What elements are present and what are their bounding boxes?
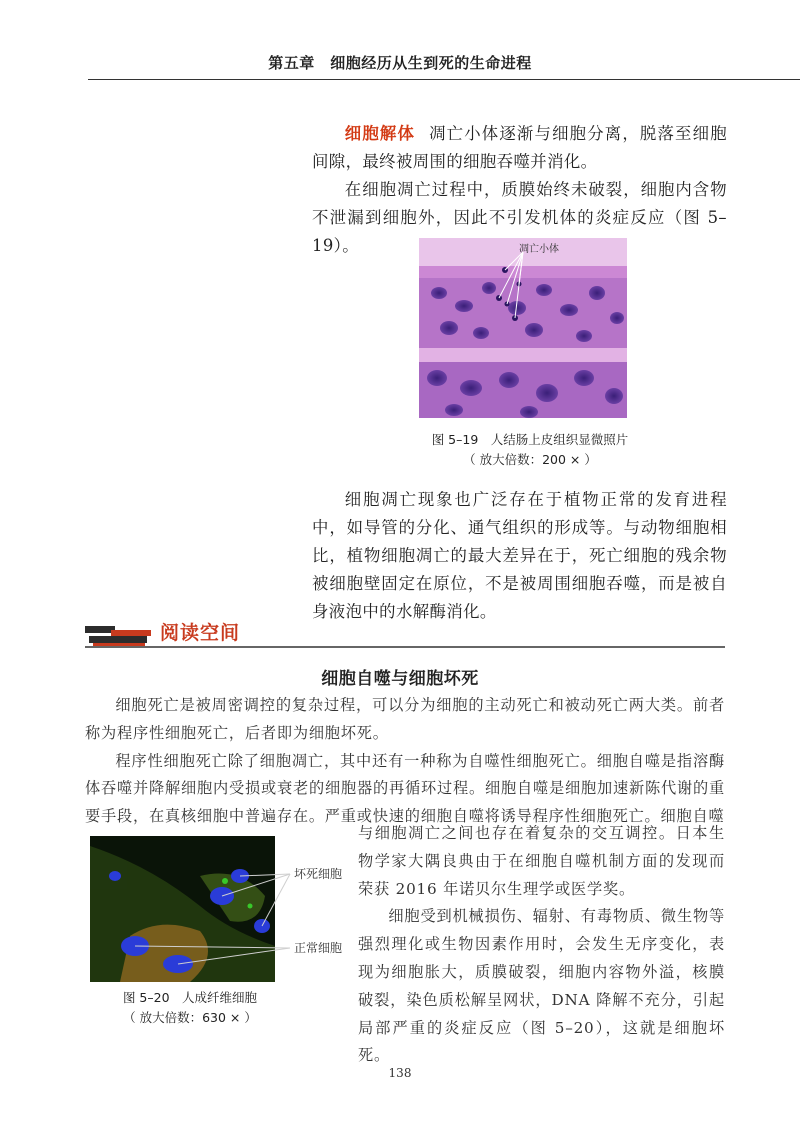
- figure-5-20-caption: [90, 988, 290, 1028]
- plant-apoptosis-text: [312, 486, 727, 626]
- intro-paragraph-2: 在细胞凋亡过程中，质膜始终未破裂，细胞内含物不泄漏到细胞外，因此不引发机体的炎症反应（图 5–19）。: [312, 180, 727, 255]
- reading-paragraph-2-continued: 与细胞凋亡之间也存在着复杂的交互调控。日本生物学家大隅良典由于在细胞自噬机制方面的发现而荣获 2016 年诺贝尔生理学或医学奖。: [358, 824, 725, 898]
- intro-paragraph-1-text: 凋亡小体逐渐与细胞分离，脱落至细胞间隙，最终被周围的细胞吞噬并消化。: [312, 124, 727, 171]
- reading-paragraph-2: 程序性细胞死亡除了细胞凋亡，其中还有一种称为自噬性细胞死亡。细胞自噬是指溶酶体吞噬并降解细胞内受损或衰老的细胞器的再循环过程。细胞自噬是细胞加速新陈代谢的重要手段，在真核细胞中普遍存在。严重或快速的细胞自噬将诱导程序性细胞死亡。细胞自噬: [85, 751, 725, 826]
- figure-5-19-caption: [380, 430, 680, 470]
- section-title: 阅读空间: [160, 622, 241, 644]
- plant-paragraph: 细胞凋亡现象也广泛存在于植物正常的发育进程中，如导管的分化、通气组织的形成等。与动物细胞相比，植物细胞凋亡的最大差异在于，死亡细胞的残余物被细胞壁固定在原位，不是被周围细胞吞噬，而是被自身液泡中的水解酶消化。: [312, 490, 727, 621]
- page-number: 138: [388, 1066, 412, 1080]
- micrograph-fibroblasts: [90, 836, 380, 982]
- micrograph-colon-epithelium: [419, 238, 627, 418]
- reading-block-right: [358, 820, 725, 1070]
- reading-title: 细胞自噬与细胞坏死: [321, 669, 479, 689]
- figure-5-20-caption-line-2: （ 放大倍数：630 × ）: [123, 1010, 257, 1025]
- reading-block-full: [85, 692, 725, 831]
- reading-paragraph-3: 细胞受到机械损伤、辐射、有毒物质、微生物等强烈理化或生物因素作用时，会发生无序变化，表现为细胞胀大，质膜破裂，细胞内容物外溢，核膜破裂，染色质松解呈网状，DNA 降解不充分，引起局部严重的炎症反应（图 5–20），这就是细胞坏死。: [358, 907, 725, 1065]
- term-highlight: 细胞解体: [344, 124, 416, 143]
- figure-5-19-caption-line-2: （ 放大倍数：200 × ）: [463, 452, 597, 467]
- normal-cell-label: 正常细胞: [294, 941, 343, 955]
- reading-paragraph-1: 细胞死亡是被周密调控的复杂过程，可以分为细胞的主动死亡和被动死亡两大类。前者称为程序性细胞死亡，后者即为细胞坏死。: [85, 696, 725, 742]
- intro-paragraph-1: [312, 120, 727, 176]
- necrotic-cell-label: 坏死细胞: [294, 867, 343, 881]
- header-rule: [88, 79, 800, 80]
- figure-5-20-caption-line-1: 图 5–20 人成纤维细胞: [122, 990, 258, 1005]
- figure-5-19-caption-line-1: 图 5–19 人结肠上皮组织显微照片: [431, 432, 629, 447]
- apoptotic-body-label: 凋亡小体: [519, 244, 559, 255]
- running-header: 第五章 细胞经历从生到死的生命进程: [268, 54, 532, 72]
